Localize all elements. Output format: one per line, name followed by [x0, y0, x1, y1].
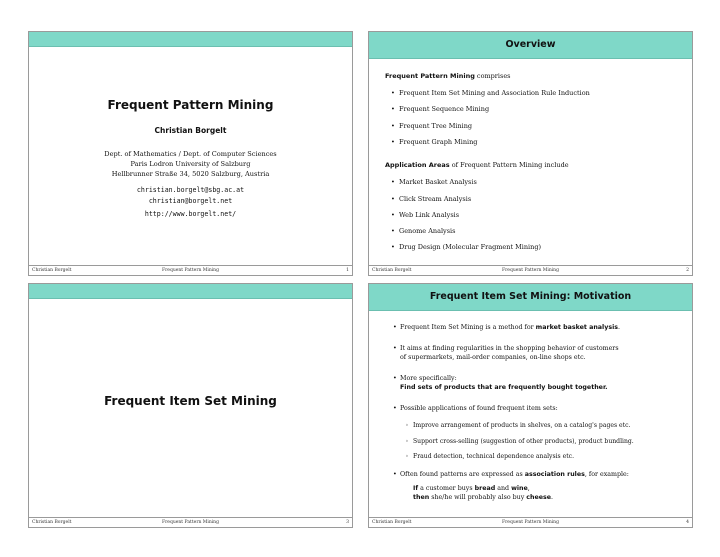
footer-author: Christian Borgelt — [32, 268, 72, 273]
page-number: 2 — [686, 268, 689, 273]
page-number: 3 — [346, 520, 349, 525]
emphasis: association rules — [524, 471, 585, 478]
text: Often found patterns are expressed as — [400, 471, 525, 478]
email-link[interactable]: christian@borgelt.net — [148, 197, 233, 205]
slide-header-band — [29, 32, 352, 47]
slide-4 — [368, 283, 693, 528]
text: , for example: — [584, 471, 629, 478]
list-item: • Click Stream Analysis — [399, 195, 471, 203]
bullet-paragraph: • Possible applications of found frequent item sets: — [400, 405, 684, 414]
rule-example — [413, 485, 684, 502]
intro-rest: comprises — [474, 72, 511, 80]
bullet-paragraph — [400, 375, 684, 392]
text: . — [617, 324, 620, 331]
footer-topic: Frequent Pattern Mining — [502, 520, 559, 525]
slide-title: Frequent Pattern Mining — [107, 98, 274, 112]
text-line: of supermarkets, mail-order companies, on-line shops etc. — [400, 353, 586, 361]
footer-author: Christian Borgelt — [372, 520, 412, 525]
footer-author: Christian Borgelt — [32, 520, 72, 525]
slide-title: Frequent Item Set Mining: Motivation — [429, 291, 632, 302]
slide-1 — [28, 31, 353, 276]
list-item: • Market Basket Analysis — [399, 178, 477, 186]
text: Frequent Item Set Mining is a method for — [400, 324, 536, 331]
rule-line — [413, 485, 684, 494]
text-line: • It aims at finding regularities in the shopping behavior of customers — [400, 345, 619, 352]
list-item: • Frequent Sequence Mining — [399, 105, 489, 113]
text: and — [495, 485, 512, 492]
list-item: • Frequent Tree Mining — [399, 122, 472, 130]
slide-footer — [369, 265, 692, 275]
slide-2 — [368, 31, 693, 276]
text: a customer buys — [418, 485, 475, 492]
page-number: 1 — [346, 268, 349, 273]
bullet-paragraph — [400, 324, 684, 333]
list-item: • Web Link Analysis — [399, 211, 459, 219]
email-link[interactable]: christian.borgelt@sbg.ac.at — [136, 186, 245, 194]
slide-3 — [28, 283, 353, 528]
affiliation-line: Dept. of Mathematics / Dept. of Computer Sciences — [104, 150, 277, 158]
website-link[interactable]: http://www.borgelt.net/ — [144, 210, 237, 218]
list-item: • Frequent Graph Mining — [399, 138, 477, 146]
list-item: • Drug Design (Molecular Fragment Mining) — [399, 243, 541, 251]
apps-line — [385, 161, 682, 169]
list-item: • Genome Analysis — [399, 227, 455, 235]
emphasis: bread — [474, 485, 496, 492]
affiliation — [29, 149, 352, 179]
affiliation-line: Paris Lodron University of Salzburg — [130, 160, 251, 168]
emphasis: Find sets of products that are frequently bought together. — [400, 383, 608, 391]
list-item: • Frequent Item Set Mining and Association Rule Induction — [399, 89, 590, 97]
text: she/he will probably also buy — [429, 493, 527, 501]
bullet-paragraph — [400, 345, 684, 362]
rule-line — [413, 494, 684, 503]
footer-topic: Frequent Pattern Mining — [162, 520, 219, 525]
apps-rest: of Frequent Pattern Mining include — [449, 161, 569, 169]
emphasis: wine — [511, 485, 528, 492]
emphasis: cheese — [526, 493, 552, 501]
emphasis: then — [413, 493, 430, 501]
text: , — [527, 485, 530, 492]
slide-footer — [369, 517, 692, 527]
sub-bullet: ◦ Improve arrangement of products in shelves, on a catalog's pages etc. — [413, 422, 686, 430]
emphasis: market basket analysis — [535, 324, 618, 331]
sub-bullet: ◦ Fraud detection, technical dependence analysis etc. — [413, 453, 686, 461]
affiliation-line: Hellbrunner Straße 34, 5020 Salzburg, Austria — [111, 170, 270, 178]
page-number: 4 — [686, 520, 689, 525]
footer-topic: Frequent Pattern Mining — [162, 268, 219, 273]
slide-footer — [29, 517, 352, 527]
intro-line — [385, 72, 682, 80]
footer-topic: Frequent Pattern Mining — [502, 268, 559, 273]
intro-bold: Frequent Pattern Mining — [385, 72, 475, 80]
bullet-paragraph — [400, 471, 684, 480]
apps-bold: Application Areas — [385, 161, 450, 169]
slide-header-band — [29, 284, 352, 299]
author-name: Christian Borgelt — [154, 126, 227, 135]
slide-title: Overview — [505, 39, 556, 50]
text-line: • More specifically: — [400, 375, 457, 382]
text: . — [551, 493, 554, 501]
slide-footer — [29, 265, 352, 275]
sub-bullet: ◦ Support cross-selling (suggestion of other products), product bundling. — [413, 438, 686, 446]
emphasis: If — [413, 485, 419, 492]
footer-author: Christian Borgelt — [372, 268, 412, 273]
slide-title: Frequent Item Set Mining — [104, 394, 277, 408]
